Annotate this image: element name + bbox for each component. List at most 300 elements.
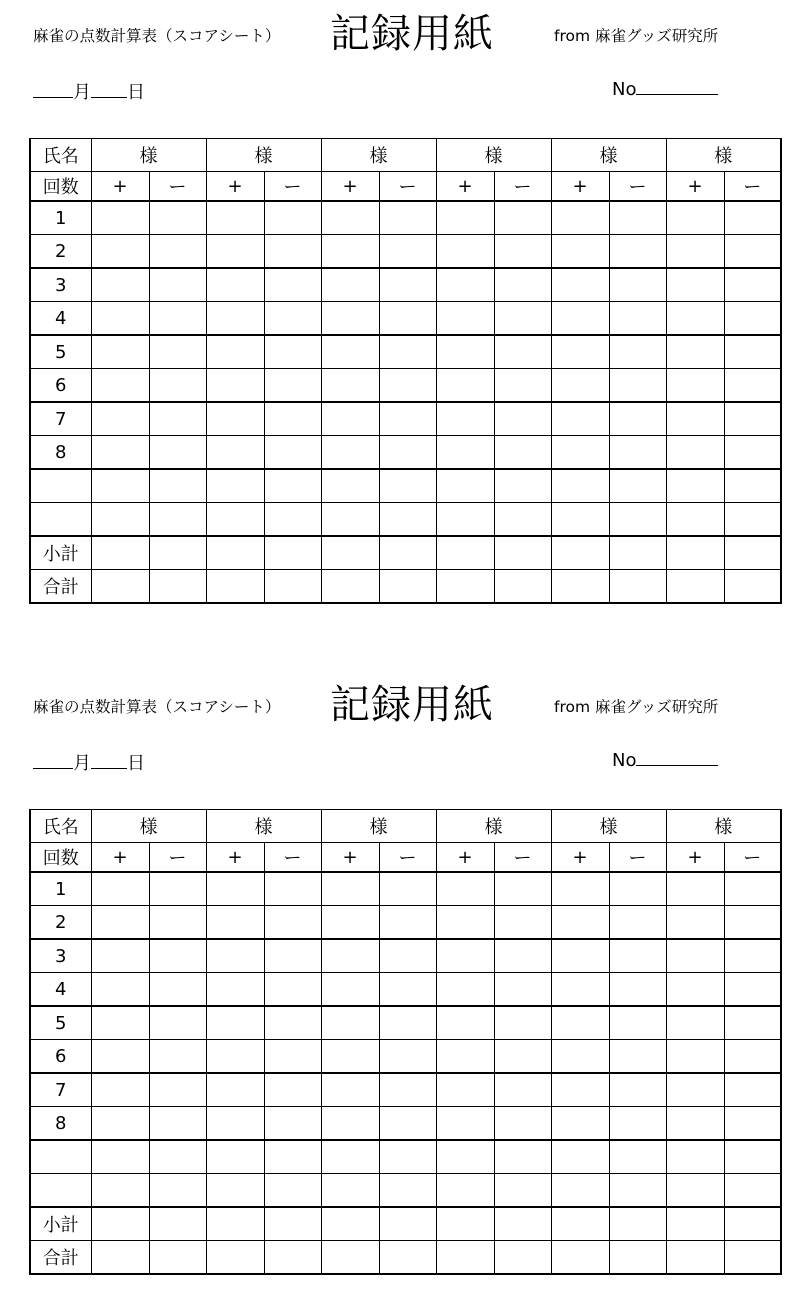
minus-score-cell[interactable]: [494, 906, 551, 940]
player-name-cell[interactable]: 様: [91, 810, 206, 843]
minus-score-cell[interactable]: [379, 369, 436, 403]
plus-score-cell[interactable]: [436, 302, 494, 336]
plus-score-cell[interactable]: [551, 469, 609, 503]
minus-score-cell[interactable]: [379, 939, 436, 973]
plus-score-cell[interactable]: [321, 973, 379, 1007]
minus-score-cell[interactable]: [379, 1140, 436, 1174]
minus-score-cell[interactable]: [724, 503, 781, 537]
plus-score-cell[interactable]: [321, 906, 379, 940]
minus-sum-cell[interactable]: [379, 1241, 436, 1275]
minus-score-cell[interactable]: [264, 1073, 321, 1107]
plus-score-cell[interactable]: [321, 436, 379, 470]
plus-score-cell[interactable]: [321, 402, 379, 436]
plus-score-cell[interactable]: [666, 1174, 724, 1208]
plus-score-cell[interactable]: [666, 369, 724, 403]
minus-score-cell[interactable]: [724, 369, 781, 403]
minus-score-cell[interactable]: [609, 1006, 666, 1040]
date-field[interactable]: [33, 78, 145, 104]
minus-sum-cell[interactable]: [494, 1207, 551, 1241]
minus-score-cell[interactable]: [724, 872, 781, 906]
plus-sum-cell[interactable]: [551, 1241, 609, 1275]
plus-score-cell[interactable]: [321, 1006, 379, 1040]
plus-score-cell[interactable]: [91, 503, 149, 537]
minus-sum-cell[interactable]: [609, 1241, 666, 1275]
minus-score-cell[interactable]: [149, 1040, 206, 1074]
plus-score-cell[interactable]: [666, 335, 724, 369]
plus-score-cell[interactable]: [436, 436, 494, 470]
minus-score-cell[interactable]: [609, 1140, 666, 1174]
minus-score-cell[interactable]: [379, 201, 436, 235]
plus-sum-cell[interactable]: [436, 536, 494, 570]
minus-score-cell[interactable]: [494, 1174, 551, 1208]
plus-score-cell[interactable]: [206, 973, 264, 1007]
plus-score-cell[interactable]: [206, 503, 264, 537]
plus-score-cell[interactable]: [91, 335, 149, 369]
minus-score-cell[interactable]: [379, 973, 436, 1007]
minus-score-cell[interactable]: [149, 973, 206, 1007]
plus-score-cell[interactable]: [91, 302, 149, 336]
minus-score-cell[interactable]: [264, 906, 321, 940]
minus-score-cell[interactable]: [494, 1073, 551, 1107]
plus-sum-cell[interactable]: [206, 536, 264, 570]
player-name-cell[interactable]: 様: [91, 139, 206, 172]
minus-score-cell[interactable]: [149, 503, 206, 537]
plus-score-cell[interactable]: [551, 268, 609, 302]
plus-score-cell[interactable]: [206, 402, 264, 436]
plus-sum-cell[interactable]: [206, 1207, 264, 1241]
minus-sum-cell[interactable]: [724, 536, 781, 570]
minus-score-cell[interactable]: [149, 268, 206, 302]
plus-score-cell[interactable]: [436, 469, 494, 503]
minus-score-cell[interactable]: [149, 906, 206, 940]
minus-score-cell[interactable]: [149, 302, 206, 336]
minus-score-cell[interactable]: [609, 235, 666, 269]
minus-score-cell[interactable]: [379, 1107, 436, 1141]
plus-score-cell[interactable]: [666, 235, 724, 269]
minus-score-cell[interactable]: [379, 1073, 436, 1107]
minus-score-cell[interactable]: [494, 1107, 551, 1141]
plus-score-cell[interactable]: [206, 1140, 264, 1174]
plus-sum-cell[interactable]: [666, 1207, 724, 1241]
plus-score-cell[interactable]: [321, 1174, 379, 1208]
plus-score-cell[interactable]: [436, 503, 494, 537]
day-blank[interactable]: [91, 752, 127, 769]
minus-score-cell[interactable]: [724, 1174, 781, 1208]
plus-score-cell[interactable]: [666, 469, 724, 503]
plus-score-cell[interactable]: [91, 1107, 149, 1141]
player-name-cell[interactable]: 様: [551, 810, 666, 843]
minus-score-cell[interactable]: [609, 1174, 666, 1208]
minus-score-cell[interactable]: [379, 872, 436, 906]
plus-score-cell[interactable]: [91, 1040, 149, 1074]
plus-score-cell[interactable]: [436, 973, 494, 1007]
minus-sum-cell[interactable]: [149, 536, 206, 570]
minus-score-cell[interactable]: [379, 268, 436, 302]
minus-sum-cell[interactable]: [264, 536, 321, 570]
plus-score-cell[interactable]: [436, 335, 494, 369]
plus-score-cell[interactable]: [206, 939, 264, 973]
minus-score-cell[interactable]: [264, 1006, 321, 1040]
minus-sum-cell[interactable]: [264, 1207, 321, 1241]
plus-score-cell[interactable]: [206, 1006, 264, 1040]
plus-score-cell[interactable]: [436, 1006, 494, 1040]
plus-score-cell[interactable]: [666, 1006, 724, 1040]
sheet-number-field[interactable]: [612, 78, 718, 100]
plus-score-cell[interactable]: [666, 1140, 724, 1174]
minus-sum-cell[interactable]: [609, 536, 666, 570]
minus-score-cell[interactable]: [379, 469, 436, 503]
minus-score-cell[interactable]: [494, 1040, 551, 1074]
minus-score-cell[interactable]: [149, 1140, 206, 1174]
plus-score-cell[interactable]: [91, 1006, 149, 1040]
minus-sum-cell[interactable]: [724, 1207, 781, 1241]
plus-score-cell[interactable]: [91, 1174, 149, 1208]
minus-score-cell[interactable]: [609, 503, 666, 537]
minus-score-cell[interactable]: [264, 402, 321, 436]
plus-score-cell[interactable]: [551, 369, 609, 403]
plus-score-cell[interactable]: [551, 436, 609, 470]
player-name-cell[interactable]: 様: [551, 139, 666, 172]
minus-score-cell[interactable]: [724, 469, 781, 503]
plus-score-cell[interactable]: [321, 939, 379, 973]
minus-score-cell[interactable]: [724, 1140, 781, 1174]
player-name-cell[interactable]: 様: [666, 139, 781, 172]
plus-score-cell[interactable]: [321, 302, 379, 336]
plus-sum-cell[interactable]: [91, 1241, 149, 1275]
plus-score-cell[interactable]: [666, 872, 724, 906]
plus-score-cell[interactable]: [91, 1073, 149, 1107]
plus-score-cell[interactable]: [551, 1040, 609, 1074]
player-name-cell[interactable]: 様: [321, 139, 436, 172]
minus-score-cell[interactable]: [609, 1107, 666, 1141]
plus-score-cell[interactable]: [206, 201, 264, 235]
plus-score-cell[interactable]: [206, 235, 264, 269]
minus-sum-cell[interactable]: [724, 570, 781, 604]
minus-score-cell[interactable]: [494, 469, 551, 503]
minus-score-cell[interactable]: [149, 1107, 206, 1141]
minus-score-cell[interactable]: [494, 302, 551, 336]
plus-score-cell[interactable]: [666, 973, 724, 1007]
minus-score-cell[interactable]: [724, 973, 781, 1007]
plus-score-cell[interactable]: [551, 906, 609, 940]
minus-score-cell[interactable]: [379, 302, 436, 336]
minus-score-cell[interactable]: [264, 201, 321, 235]
plus-score-cell[interactable]: [321, 335, 379, 369]
plus-sum-cell[interactable]: [321, 1207, 379, 1241]
minus-sum-cell[interactable]: [379, 570, 436, 604]
plus-score-cell[interactable]: [436, 1107, 494, 1141]
minus-score-cell[interactable]: [494, 872, 551, 906]
minus-sum-cell[interactable]: [379, 1207, 436, 1241]
minus-sum-cell[interactable]: [149, 570, 206, 604]
plus-sum-cell[interactable]: [666, 1241, 724, 1275]
plus-sum-cell[interactable]: [91, 1207, 149, 1241]
minus-score-cell[interactable]: [264, 268, 321, 302]
plus-score-cell[interactable]: [91, 369, 149, 403]
minus-sum-cell[interactable]: [149, 1241, 206, 1275]
minus-score-cell[interactable]: [264, 1174, 321, 1208]
minus-score-cell[interactable]: [264, 973, 321, 1007]
plus-score-cell[interactable]: [551, 302, 609, 336]
plus-score-cell[interactable]: [206, 1174, 264, 1208]
minus-score-cell[interactable]: [724, 906, 781, 940]
minus-score-cell[interactable]: [609, 1040, 666, 1074]
plus-score-cell[interactable]: [206, 268, 264, 302]
minus-score-cell[interactable]: [724, 1073, 781, 1107]
minus-score-cell[interactable]: [149, 235, 206, 269]
minus-score-cell[interactable]: [379, 1174, 436, 1208]
plus-score-cell[interactable]: [666, 436, 724, 470]
minus-score-cell[interactable]: [609, 335, 666, 369]
plus-sum-cell[interactable]: [666, 570, 724, 604]
minus-sum-cell[interactable]: [379, 536, 436, 570]
plus-sum-cell[interactable]: [436, 1241, 494, 1275]
minus-sum-cell[interactable]: [149, 1207, 206, 1241]
plus-score-cell[interactable]: [551, 939, 609, 973]
minus-score-cell[interactable]: [724, 436, 781, 470]
plus-score-cell[interactable]: [436, 235, 494, 269]
plus-score-cell[interactable]: [206, 1107, 264, 1141]
minus-score-cell[interactable]: [379, 235, 436, 269]
minus-score-cell[interactable]: [494, 268, 551, 302]
plus-score-cell[interactable]: [436, 1140, 494, 1174]
minus-score-cell[interactable]: [264, 1107, 321, 1141]
plus-score-cell[interactable]: [206, 335, 264, 369]
minus-sum-cell[interactable]: [724, 1241, 781, 1275]
minus-sum-cell[interactable]: [494, 1241, 551, 1275]
minus-score-cell[interactable]: [264, 436, 321, 470]
minus-score-cell[interactable]: [609, 302, 666, 336]
minus-score-cell[interactable]: [494, 503, 551, 537]
sheet-number-field[interactable]: [612, 749, 718, 771]
plus-score-cell[interactable]: [666, 503, 724, 537]
minus-score-cell[interactable]: [724, 335, 781, 369]
minus-score-cell[interactable]: [724, 1107, 781, 1141]
plus-score-cell[interactable]: [551, 973, 609, 1007]
plus-score-cell[interactable]: [551, 1174, 609, 1208]
plus-score-cell[interactable]: [321, 1073, 379, 1107]
minus-score-cell[interactable]: [264, 872, 321, 906]
plus-score-cell[interactable]: [666, 302, 724, 336]
plus-score-cell[interactable]: [436, 1174, 494, 1208]
plus-score-cell[interactable]: [206, 369, 264, 403]
minus-score-cell[interactable]: [724, 1006, 781, 1040]
plus-score-cell[interactable]: [321, 1040, 379, 1074]
plus-score-cell[interactable]: [436, 201, 494, 235]
plus-score-cell[interactable]: [206, 1040, 264, 1074]
minus-score-cell[interactable]: [724, 235, 781, 269]
minus-score-cell[interactable]: [379, 906, 436, 940]
plus-score-cell[interactable]: [91, 201, 149, 235]
plus-sum-cell[interactable]: [206, 1241, 264, 1275]
plus-score-cell[interactable]: [436, 939, 494, 973]
plus-score-cell[interactable]: [91, 1140, 149, 1174]
plus-score-cell[interactable]: [436, 1040, 494, 1074]
minus-score-cell[interactable]: [724, 402, 781, 436]
minus-score-cell[interactable]: [494, 939, 551, 973]
plus-score-cell[interactable]: [666, 906, 724, 940]
plus-score-cell[interactable]: [91, 436, 149, 470]
plus-score-cell[interactable]: [321, 503, 379, 537]
minus-score-cell[interactable]: [609, 268, 666, 302]
minus-score-cell[interactable]: [609, 906, 666, 940]
minus-score-cell[interactable]: [494, 1006, 551, 1040]
plus-score-cell[interactable]: [206, 906, 264, 940]
plus-score-cell[interactable]: [206, 469, 264, 503]
plus-score-cell[interactable]: [551, 201, 609, 235]
plus-score-cell[interactable]: [206, 872, 264, 906]
plus-score-cell[interactable]: [91, 402, 149, 436]
plus-score-cell[interactable]: [91, 235, 149, 269]
minus-sum-cell[interactable]: [494, 570, 551, 604]
minus-sum-cell[interactable]: [609, 1207, 666, 1241]
player-name-cell[interactable]: 様: [436, 139, 551, 172]
plus-score-cell[interactable]: [321, 369, 379, 403]
minus-score-cell[interactable]: [379, 503, 436, 537]
plus-score-cell[interactable]: [321, 469, 379, 503]
minus-score-cell[interactable]: [494, 369, 551, 403]
plus-sum-cell[interactable]: [666, 536, 724, 570]
minus-score-cell[interactable]: [609, 939, 666, 973]
minus-score-cell[interactable]: [724, 302, 781, 336]
plus-sum-cell[interactable]: [91, 536, 149, 570]
plus-score-cell[interactable]: [206, 1073, 264, 1107]
minus-score-cell[interactable]: [379, 436, 436, 470]
plus-score-cell[interactable]: [91, 939, 149, 973]
plus-score-cell[interactable]: [91, 872, 149, 906]
plus-score-cell[interactable]: [666, 939, 724, 973]
plus-score-cell[interactable]: [551, 1107, 609, 1141]
plus-score-cell[interactable]: [436, 369, 494, 403]
plus-score-cell[interactable]: [551, 1073, 609, 1107]
plus-score-cell[interactable]: [436, 402, 494, 436]
minus-score-cell[interactable]: [149, 335, 206, 369]
minus-score-cell[interactable]: [379, 402, 436, 436]
month-blank[interactable]: [33, 752, 73, 769]
plus-score-cell[interactable]: [551, 503, 609, 537]
plus-score-cell[interactable]: [436, 1073, 494, 1107]
minus-score-cell[interactable]: [494, 1140, 551, 1174]
minus-sum-cell[interactable]: [264, 1241, 321, 1275]
minus-score-cell[interactable]: [379, 1006, 436, 1040]
plus-score-cell[interactable]: [206, 302, 264, 336]
month-blank[interactable]: [33, 81, 73, 98]
plus-score-cell[interactable]: [321, 872, 379, 906]
plus-score-cell[interactable]: [436, 872, 494, 906]
minus-score-cell[interactable]: [149, 402, 206, 436]
minus-score-cell[interactable]: [149, 1073, 206, 1107]
date-field[interactable]: [33, 749, 145, 775]
plus-score-cell[interactable]: [321, 1107, 379, 1141]
plus-score-cell[interactable]: [321, 201, 379, 235]
player-name-cell[interactable]: 様: [206, 810, 321, 843]
plus-score-cell[interactable]: [321, 1140, 379, 1174]
minus-score-cell[interactable]: [609, 436, 666, 470]
minus-score-cell[interactable]: [149, 201, 206, 235]
minus-score-cell[interactable]: [149, 369, 206, 403]
plus-score-cell[interactable]: [321, 235, 379, 269]
plus-sum-cell[interactable]: [551, 1207, 609, 1241]
plus-score-cell[interactable]: [91, 268, 149, 302]
minus-score-cell[interactable]: [149, 436, 206, 470]
plus-sum-cell[interactable]: [551, 536, 609, 570]
plus-score-cell[interactable]: [436, 906, 494, 940]
minus-score-cell[interactable]: [264, 1040, 321, 1074]
plus-sum-cell[interactable]: [321, 1241, 379, 1275]
minus-score-cell[interactable]: [379, 1040, 436, 1074]
minus-score-cell[interactable]: [149, 1174, 206, 1208]
plus-score-cell[interactable]: [91, 469, 149, 503]
minus-score-cell[interactable]: [724, 939, 781, 973]
player-name-cell[interactable]: 様: [321, 810, 436, 843]
minus-score-cell[interactable]: [609, 369, 666, 403]
plus-sum-cell[interactable]: [551, 570, 609, 604]
minus-score-cell[interactable]: [724, 1040, 781, 1074]
plus-score-cell[interactable]: [666, 402, 724, 436]
minus-score-cell[interactable]: [494, 973, 551, 1007]
plus-score-cell[interactable]: [551, 235, 609, 269]
plus-sum-cell[interactable]: [436, 570, 494, 604]
minus-score-cell[interactable]: [264, 939, 321, 973]
minus-score-cell[interactable]: [609, 402, 666, 436]
plus-score-cell[interactable]: [551, 402, 609, 436]
number-blank[interactable]: [636, 749, 718, 766]
minus-score-cell[interactable]: [149, 872, 206, 906]
plus-sum-cell[interactable]: [91, 570, 149, 604]
plus-score-cell[interactable]: [666, 1073, 724, 1107]
plus-score-cell[interactable]: [551, 335, 609, 369]
plus-score-cell[interactable]: [666, 1040, 724, 1074]
plus-score-cell[interactable]: [666, 1107, 724, 1141]
minus-score-cell[interactable]: [494, 201, 551, 235]
plus-sum-cell[interactable]: [206, 570, 264, 604]
minus-score-cell[interactable]: [609, 872, 666, 906]
plus-score-cell[interactable]: [666, 201, 724, 235]
plus-score-cell[interactable]: [666, 268, 724, 302]
plus-score-cell[interactable]: [551, 872, 609, 906]
plus-score-cell[interactable]: [206, 436, 264, 470]
minus-score-cell[interactable]: [494, 235, 551, 269]
minus-score-cell[interactable]: [149, 939, 206, 973]
minus-score-cell[interactable]: [494, 402, 551, 436]
minus-score-cell[interactable]: [264, 469, 321, 503]
plus-sum-cell[interactable]: [321, 536, 379, 570]
plus-sum-cell[interactable]: [321, 570, 379, 604]
plus-score-cell[interactable]: [551, 1006, 609, 1040]
minus-sum-cell[interactable]: [264, 570, 321, 604]
plus-score-cell[interactable]: [321, 268, 379, 302]
day-blank[interactable]: [91, 81, 127, 98]
minus-score-cell[interactable]: [149, 1006, 206, 1040]
number-blank[interactable]: [636, 78, 718, 95]
minus-score-cell[interactable]: [264, 369, 321, 403]
plus-sum-cell[interactable]: [436, 1207, 494, 1241]
minus-score-cell[interactable]: [379, 335, 436, 369]
minus-score-cell[interactable]: [264, 1140, 321, 1174]
minus-sum-cell[interactable]: [494, 536, 551, 570]
player-name-cell[interactable]: 様: [436, 810, 551, 843]
minus-score-cell[interactable]: [724, 201, 781, 235]
plus-score-cell[interactable]: [91, 906, 149, 940]
minus-score-cell[interactable]: [609, 469, 666, 503]
plus-score-cell[interactable]: [551, 1140, 609, 1174]
plus-score-cell[interactable]: [436, 268, 494, 302]
minus-score-cell[interactable]: [264, 503, 321, 537]
minus-score-cell[interactable]: [494, 335, 551, 369]
player-name-cell[interactable]: 様: [206, 139, 321, 172]
minus-sum-cell[interactable]: [609, 570, 666, 604]
minus-score-cell[interactable]: [264, 302, 321, 336]
